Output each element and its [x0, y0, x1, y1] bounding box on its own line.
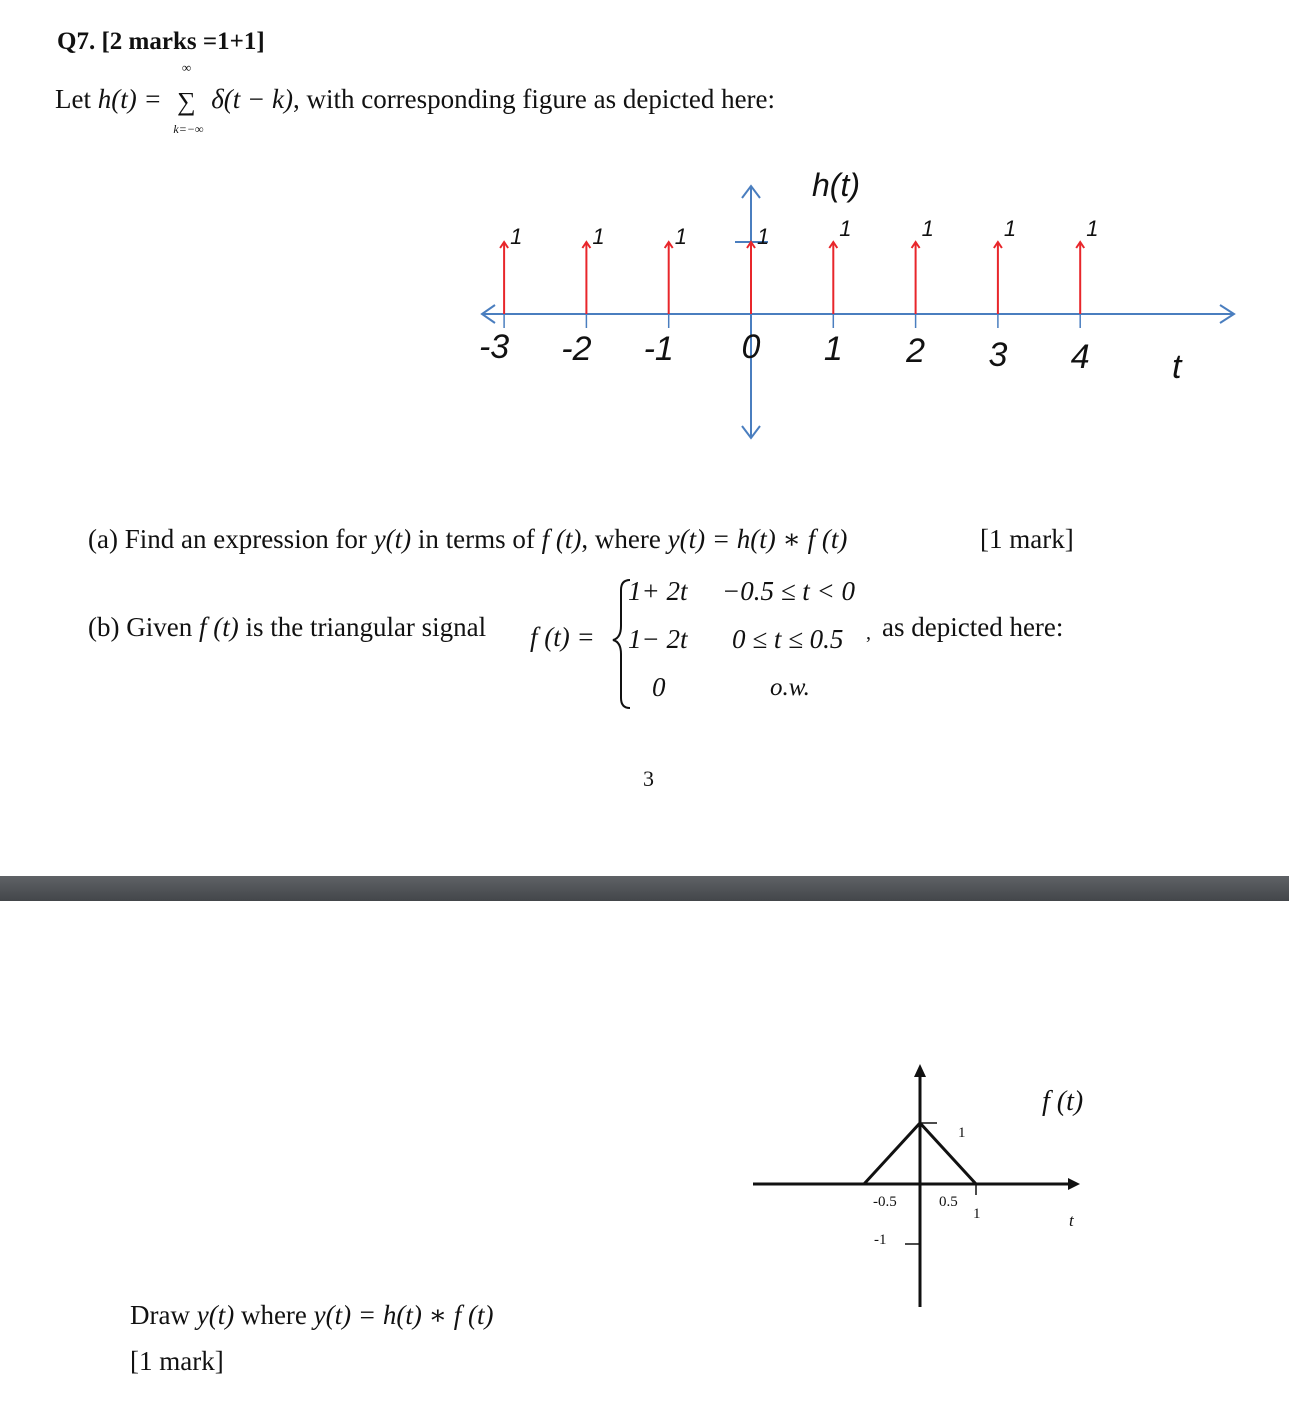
- f-plot-label-pos-half: 0.5: [939, 1194, 958, 1210]
- draw-text: Draw: [130, 1300, 190, 1330]
- part-a-text-3: , where: [581, 524, 661, 554]
- h-plot-tick-label: 1: [823, 330, 843, 368]
- part-b-text: (b) Given: [88, 612, 193, 642]
- sum-symbol: ∑: [177, 87, 196, 117]
- part-a-text-2: in terms of: [417, 524, 535, 554]
- h-plot-tick-label: -2: [561, 330, 592, 368]
- part-a-mark: [1 mark]: [980, 524, 1074, 554]
- draw-mark: [1 mark]: [130, 1346, 224, 1376]
- impulse-amplitude-label: 1: [921, 216, 934, 241]
- question-title: Q7. [2 marks =1+1]: [57, 28, 265, 55]
- case-2-expr: 1− 2t: [628, 624, 688, 654]
- f-plot-x-arrow: [1068, 1178, 1080, 1190]
- impulse-amplitude-label: 1: [1086, 216, 1099, 241]
- case-3-cond: o.w.: [770, 674, 810, 701]
- page-number: 3: [643, 766, 654, 791]
- case-3-expr: 0: [652, 672, 666, 702]
- piecewise-lhs: f (t) =: [530, 622, 595, 652]
- impulse-amplitude-label: 1: [510, 224, 523, 249]
- part-a-equation: y(t) = h(t) ∗ f (t): [667, 524, 848, 554]
- part-a-text: (a) Find an expression for: [88, 524, 367, 554]
- part-b-comma: ,: [866, 622, 871, 644]
- h-plot-tick-label: -3: [478, 328, 510, 366]
- part-a: [88, 524, 847, 555]
- part-b-f: f (t): [198, 612, 239, 642]
- case-1-cond: −0.5 ≤ t < 0: [722, 576, 856, 606]
- h-plot-tick-label: 4: [1070, 338, 1090, 376]
- f-plot-title: f (t): [1042, 1086, 1084, 1117]
- case-1-expr: 1+ 2t: [628, 576, 688, 606]
- h-plot-title: h(t): [812, 167, 860, 203]
- sum-term: δ(t − k): [211, 84, 293, 114]
- h-plot-tick-label: 2: [906, 332, 926, 370]
- part-a-f: f (t): [541, 524, 582, 554]
- f-plot-triangle: [864, 1123, 976, 1184]
- f-plot-label-neg-half: -0.5: [873, 1194, 897, 1210]
- h-plot-tick-label: -1: [643, 330, 674, 368]
- part-b-text-2: is the triangular signal: [245, 612, 487, 642]
- impulse-amplitude-label: 1: [674, 224, 687, 249]
- h-plot-axis-label: t: [1172, 348, 1182, 386]
- h-plot-tick-label: 3: [988, 336, 1008, 374]
- impulse-train-plot: [0, 0, 1289, 460]
- impulse-amplitude-label: 1: [592, 224, 605, 249]
- f-plot-y-arrow: [914, 1064, 926, 1077]
- impulse-amplitude-label: 1: [839, 216, 852, 241]
- f-plot-label-x-1: 1: [973, 1206, 981, 1222]
- intro-func: h(t) =: [97, 84, 162, 114]
- impulse-amplitude-label: 1: [757, 224, 770, 249]
- case-2-cond: 0 ≤ t ≤ 0.5: [732, 624, 844, 654]
- sum-upper-limit: ∞: [181, 60, 192, 76]
- draw-equation: y(t) = h(t) ∗ f (t): [313, 1300, 494, 1330]
- draw-text-2: where: [240, 1300, 307, 1330]
- impulse-amplitude-label: 1: [1003, 216, 1017, 241]
- page-divider: [0, 876, 1289, 901]
- draw-instruction: [130, 1300, 493, 1331]
- part-b: [88, 612, 486, 643]
- sum-lower-limit: k=−∞: [173, 122, 204, 137]
- f-plot-label-y-neg1: -1: [874, 1232, 887, 1248]
- intro-prefix: Let: [55, 84, 91, 114]
- h-plot-tick-label: 0: [741, 328, 761, 366]
- intro-suffix: , with corresponding figure as depicted here:: [292, 84, 776, 114]
- draw-y: y(t): [196, 1300, 235, 1330]
- part-a-y: y(t): [373, 524, 412, 554]
- f-plot-label-y-1: 1: [958, 1125, 966, 1141]
- part-b-after: as depicted here:: [882, 612, 1064, 642]
- f-plot-axis-label: t: [1069, 1211, 1074, 1230]
